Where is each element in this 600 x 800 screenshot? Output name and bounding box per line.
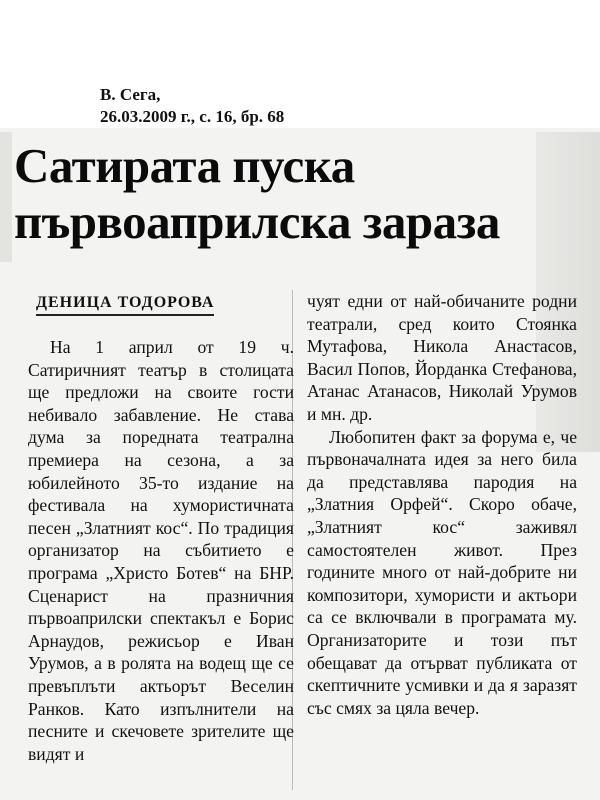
- source-date-page: 26.03.2009 г., с. 16, бр. 68: [100, 107, 285, 126]
- article-column-1: [28, 336, 294, 765]
- article-author: ДЕНИЦА ТОДОРОВА: [36, 294, 214, 316]
- article-paragraph-1-continued: чуят едни от най-обичаните родни театрали, сред които Стоянка Мутафова, Никола Анастасов, Васил Попов, Йорданка Стефанова, Атанас Атанасов, Николай Урумов и мн. др.: [307, 291, 577, 424]
- source-publication: В. Сега,: [100, 85, 161, 104]
- article-column-2: [307, 290, 577, 719]
- article-headline: [14, 138, 584, 250]
- headline-line-1: Сатирата пуска: [14, 138, 355, 193]
- article-paragraph-2: Любопитен факт за форума е, че първоначалната идея за него била да представлява пародия на „Златния Орфей“. Скоро обаче, „Златният кос“ заживял самостоятелен живот. През годините много от най-добрите ни композитори, хумористи и актьори са се включвали в програмата му. Организаторите и този път обещават да отърват публиката от скептичните усмивки и да я заразят със смях за цяла вечер.: [307, 426, 577, 718]
- source-citation: [100, 84, 284, 128]
- adjacent-article-bleed-left: [0, 132, 12, 262]
- article-paragraph-1: На 1 април от 19 ч. Сатиричният театър в столицата ще предложи на своите гости небивало забавление. Не става дума за поредната театрална премиера на сезона, а за юбилейното 35-то издание на фестивала на хумористичната песен „Златният кос“. По традиция организатор на събитието е програма „Христо Ботев“ на БНР. Сценарист на празничния първоаприлски спектакъл е Борис Арнаудов, режисьор е Иван Урумов, а в ролята на водещ ще се превъплъти актьорът Веселин Ранков. Като изпълнители на песните и скечовете зрителите ще видят и: [28, 337, 294, 764]
- headline-line-2: първоаприлска зараза: [14, 194, 500, 249]
